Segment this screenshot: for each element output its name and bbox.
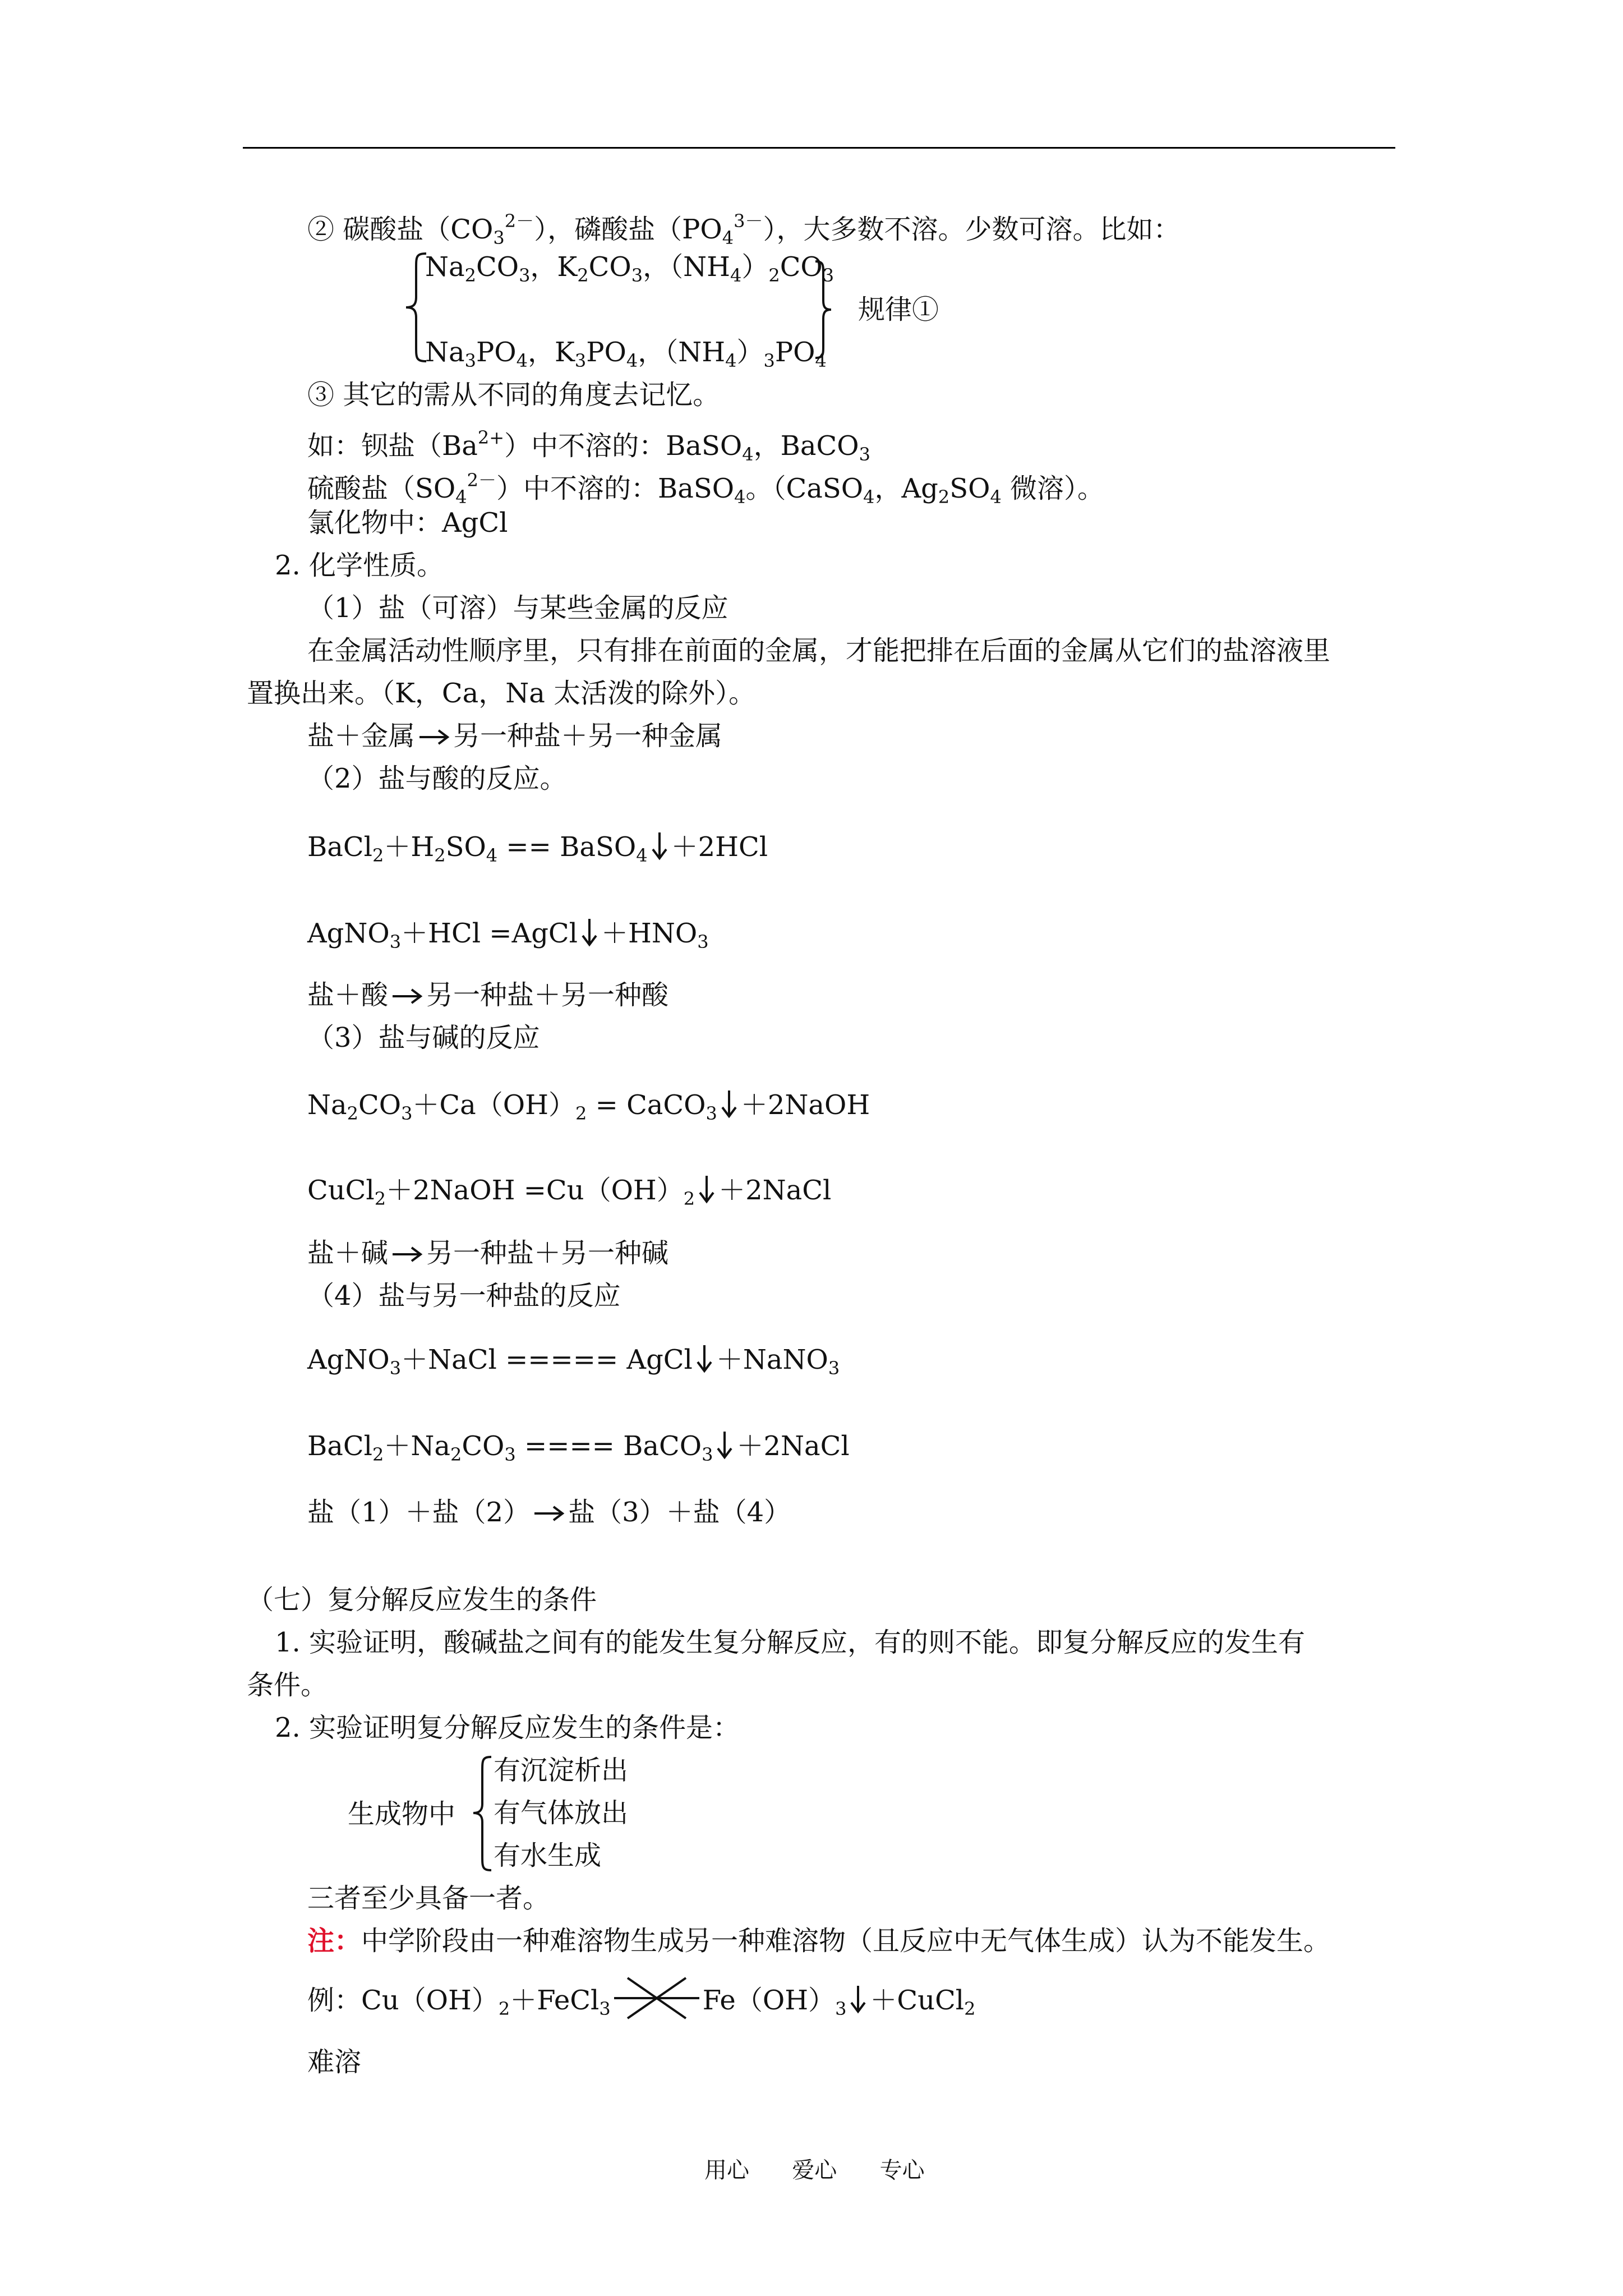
text: ＋Ca（OH） bbox=[412, 1089, 575, 1121]
condition-precipitate: 有沉淀析出 bbox=[494, 1755, 629, 1786]
text: 盐＋金属 bbox=[307, 720, 416, 752]
precipitate-arrow-icon bbox=[697, 1175, 716, 1204]
no-reaction-cross-icon bbox=[612, 1975, 702, 2022]
salt-base-rule bbox=[307, 1235, 668, 1271]
text: ）中不溶的：BaSO bbox=[496, 473, 735, 504]
text: ） bbox=[736, 337, 764, 368]
subscript: 2 bbox=[372, 1444, 384, 1465]
equation bbox=[307, 915, 709, 960]
equation bbox=[307, 1342, 840, 1386]
text: ，BaCO bbox=[753, 430, 859, 462]
text: CO bbox=[588, 251, 631, 283]
condition-gas: 有气体放出 bbox=[494, 1797, 629, 1829]
text: 。（CaSO bbox=[745, 473, 864, 504]
text: Na bbox=[425, 251, 465, 283]
subscript: 4 bbox=[725, 350, 737, 371]
text: Fe（OH） bbox=[702, 1985, 836, 2016]
text: ＋NaNO bbox=[716, 1344, 828, 1375]
text: 另一种盐＋另一种金属 bbox=[453, 720, 723, 752]
salt-base-heading: （3）盐与碱的反应 bbox=[307, 1022, 540, 1053]
text: ＋FeCl bbox=[510, 1985, 600, 2016]
text: ＋NaCl ===== AgCl bbox=[401, 1344, 693, 1375]
subscript: 4 bbox=[863, 486, 875, 508]
precipitate-arrow-icon bbox=[695, 1344, 714, 1373]
soluble-phosphates-line bbox=[425, 334, 827, 379]
right-arrow-icon bbox=[391, 1243, 423, 1266]
salt-metal-heading: （1）盐（可溶）与某些金属的反应 bbox=[307, 592, 728, 624]
subscript: 2 bbox=[575, 1103, 587, 1124]
header-rule bbox=[243, 147, 1395, 149]
text: CO bbox=[462, 1430, 505, 1462]
subscript: 4 bbox=[815, 350, 827, 371]
salt-acid-rule bbox=[307, 977, 668, 1013]
superscript: 3－ bbox=[734, 210, 763, 232]
text: CO bbox=[358, 1089, 402, 1121]
right-arrow-icon bbox=[391, 985, 423, 1007]
text: AgNO bbox=[307, 1344, 390, 1375]
subscript: 3 bbox=[859, 444, 870, 465]
subscript: 2 bbox=[683, 1188, 695, 1209]
other-memory-line: ③ 其它的需从不同的角度去记忆。 bbox=[307, 379, 720, 411]
text: PO bbox=[774, 337, 815, 368]
text: ＋2NaOH bbox=[740, 1089, 870, 1121]
example-equation bbox=[307, 1975, 976, 2027]
text: 盐＋酸 bbox=[307, 979, 389, 1011]
text: ==== BaCO bbox=[515, 1430, 702, 1462]
precipitate-arrow-icon bbox=[849, 1985, 868, 2014]
note-line bbox=[307, 1923, 1330, 1959]
subscript: 4 bbox=[722, 227, 734, 249]
precipitate-arrow-icon bbox=[580, 918, 599, 947]
subscript: 3 bbox=[835, 1998, 847, 2019]
subscript: 4 bbox=[734, 486, 746, 508]
text: ，（NH bbox=[643, 251, 730, 283]
equation bbox=[307, 1428, 850, 1473]
text: ＋2NaOH =Cu（OH） bbox=[386, 1175, 684, 1206]
subscript: 3 bbox=[702, 1444, 713, 1465]
subscript: 3 bbox=[828, 1358, 840, 1379]
chemical-properties-heading: 2. 化学性质。 bbox=[275, 550, 444, 581]
subscript: 3 bbox=[631, 265, 643, 286]
subscript: 3 bbox=[493, 227, 505, 249]
text: 盐＋碱 bbox=[307, 1237, 389, 1269]
text: AgNO bbox=[307, 918, 390, 949]
subscript: 2 bbox=[964, 1998, 976, 2019]
subscript: 3 bbox=[763, 350, 775, 371]
equation bbox=[307, 1172, 831, 1217]
subscript: 2 bbox=[372, 845, 384, 866]
text: SO bbox=[445, 831, 486, 863]
subscript: 2 bbox=[347, 1103, 358, 1124]
note-label: 注： bbox=[307, 1925, 362, 1957]
superscript: 2+ bbox=[477, 427, 505, 448]
text: 例：Cu（OH） bbox=[307, 1985, 499, 2016]
salt-salt-rule bbox=[307, 1494, 791, 1530]
insoluble-label: 难溶 bbox=[307, 2046, 362, 2078]
subscript: 2 bbox=[938, 486, 950, 508]
text: == BaSO bbox=[497, 831, 637, 863]
carbonate-phosphate-line bbox=[307, 203, 1180, 256]
paragraph-line: 2. 实验证明复分解反应发生的条件是： bbox=[275, 1712, 740, 1743]
subscript: 3 bbox=[574, 350, 587, 371]
text: ② 碳酸盐（CO bbox=[307, 214, 494, 245]
text: Na bbox=[307, 1089, 347, 1121]
text: Na bbox=[425, 337, 465, 368]
superscript: 2－ bbox=[504, 210, 534, 232]
subscript: 2 bbox=[498, 1998, 510, 2019]
superscript: 2－ bbox=[467, 470, 496, 491]
paragraph-line: 1. 实验证明，酸碱盐之间有的能发生复分解反应，有的则不能。即复分解反应的发生有 bbox=[275, 1627, 1306, 1658]
subscript: 2 bbox=[450, 1444, 462, 1465]
text: = CaCO bbox=[587, 1089, 706, 1121]
paragraph-line: 条件。 bbox=[247, 1669, 328, 1701]
subscript: 4 bbox=[990, 486, 1002, 508]
rule-label: 规律① bbox=[858, 294, 939, 325]
text: 微溶）。 bbox=[1001, 473, 1105, 504]
text: ＋HCl =AgCl bbox=[401, 918, 578, 949]
products-label: 生成物中 bbox=[348, 1798, 456, 1830]
text: ），磷酸盐（PO bbox=[534, 214, 722, 245]
text: ＋CuCl bbox=[870, 1985, 965, 2016]
text: 盐（1）＋盐（2） bbox=[307, 1497, 531, 1528]
subscript: 3 bbox=[697, 931, 709, 953]
subscript: 3 bbox=[706, 1103, 717, 1124]
text: PO bbox=[586, 337, 626, 368]
precipitate-arrow-icon bbox=[650, 831, 669, 861]
text: CuCl bbox=[307, 1175, 375, 1206]
section-heading: （七）复分解反应发生的条件 bbox=[247, 1584, 597, 1616]
subscript: 3 bbox=[389, 1358, 402, 1379]
condition-water: 有水生成 bbox=[494, 1840, 602, 1871]
equation bbox=[307, 1087, 870, 1131]
subscript: 3 bbox=[504, 1444, 516, 1465]
right-arrow-icon bbox=[418, 726, 450, 748]
precipitate-arrow-icon bbox=[715, 1430, 734, 1460]
text: 如：钡盐（Ba bbox=[307, 430, 478, 462]
subscript: 4 bbox=[516, 350, 528, 371]
salt-acid-heading: （2）盐与酸的反应。 bbox=[307, 763, 567, 794]
text: ），大多数不溶。少数可溶。比如： bbox=[763, 214, 1181, 245]
text: ＋2NaCl bbox=[718, 1175, 832, 1206]
subscript: 3 bbox=[401, 1103, 413, 1124]
equation bbox=[307, 829, 768, 873]
paragraph-line: 置换出来。（K，Ca，Na 太活泼的除外）。 bbox=[247, 678, 756, 709]
text: ＋2NaCl bbox=[736, 1430, 850, 1462]
paragraph-line: 在金属活动性顺序里，只有排在前面的金属，才能把排在后面的金属从它们的盐溶液里 bbox=[307, 635, 1331, 666]
text: CO bbox=[780, 251, 823, 283]
subscript: 3 bbox=[519, 265, 531, 286]
text: BaCl bbox=[307, 1430, 372, 1462]
paragraph-line: 三者至少具备一者。 bbox=[307, 1883, 550, 1914]
text: ＋Na bbox=[384, 1430, 450, 1462]
text: ，Ag bbox=[874, 473, 938, 504]
soluble-carbonates-line bbox=[425, 249, 834, 293]
text: ，K bbox=[530, 251, 578, 283]
text: ＋H bbox=[384, 831, 435, 863]
text: SO bbox=[949, 473, 990, 504]
text: 另一种盐＋另一种酸 bbox=[426, 979, 669, 1011]
subscript: 4 bbox=[626, 350, 638, 371]
chloride-line: 氯化物中：AgCl bbox=[307, 507, 508, 539]
conditions-brace bbox=[470, 1755, 495, 1874]
subscript: 4 bbox=[730, 265, 742, 286]
subscript: 3 bbox=[599, 1998, 611, 2019]
text: ＋2HCl bbox=[671, 831, 768, 863]
subscript: 3 bbox=[822, 265, 834, 286]
text: 盐（3）＋盐（4） bbox=[568, 1497, 791, 1528]
subscript: 2 bbox=[374, 1188, 386, 1209]
right-brace bbox=[812, 259, 834, 360]
subscript: 3 bbox=[389, 931, 402, 953]
subscript: 4 bbox=[455, 486, 467, 508]
precipitate-arrow-icon bbox=[720, 1089, 739, 1119]
right-arrow-icon bbox=[533, 1502, 565, 1525]
subscript: 3 bbox=[464, 350, 476, 371]
text: CO bbox=[476, 251, 519, 283]
text: ，K bbox=[528, 337, 575, 368]
subscript: 2 bbox=[768, 265, 780, 286]
subscript: 2 bbox=[434, 845, 446, 866]
text: ＋HNO bbox=[601, 918, 698, 949]
subscript: 2 bbox=[577, 265, 589, 286]
text: ）中不溶的：BaSO bbox=[504, 430, 743, 462]
note-text: 中学阶段由一种难溶物生成另一种难溶物（且反应中无气体生成）认为不能发生。 bbox=[361, 1925, 1331, 1957]
subscript: 2 bbox=[464, 265, 476, 286]
subscript: 4 bbox=[636, 845, 648, 866]
text: ，（NH bbox=[638, 337, 726, 368]
page-footer: 用心 爱心 专心 bbox=[704, 2157, 925, 2183]
text: PO bbox=[476, 337, 517, 368]
subscript: 4 bbox=[742, 444, 754, 465]
text: 硫酸盐（SO bbox=[307, 473, 456, 504]
text: BaCl bbox=[307, 831, 372, 863]
text: ） bbox=[741, 251, 769, 283]
salt-salt-heading: （4）盐与另一种盐的反应 bbox=[307, 1280, 621, 1312]
text: 另一种盐＋另一种碱 bbox=[426, 1237, 669, 1269]
subscript: 4 bbox=[486, 845, 498, 866]
salt-metal-rule bbox=[307, 718, 722, 754]
